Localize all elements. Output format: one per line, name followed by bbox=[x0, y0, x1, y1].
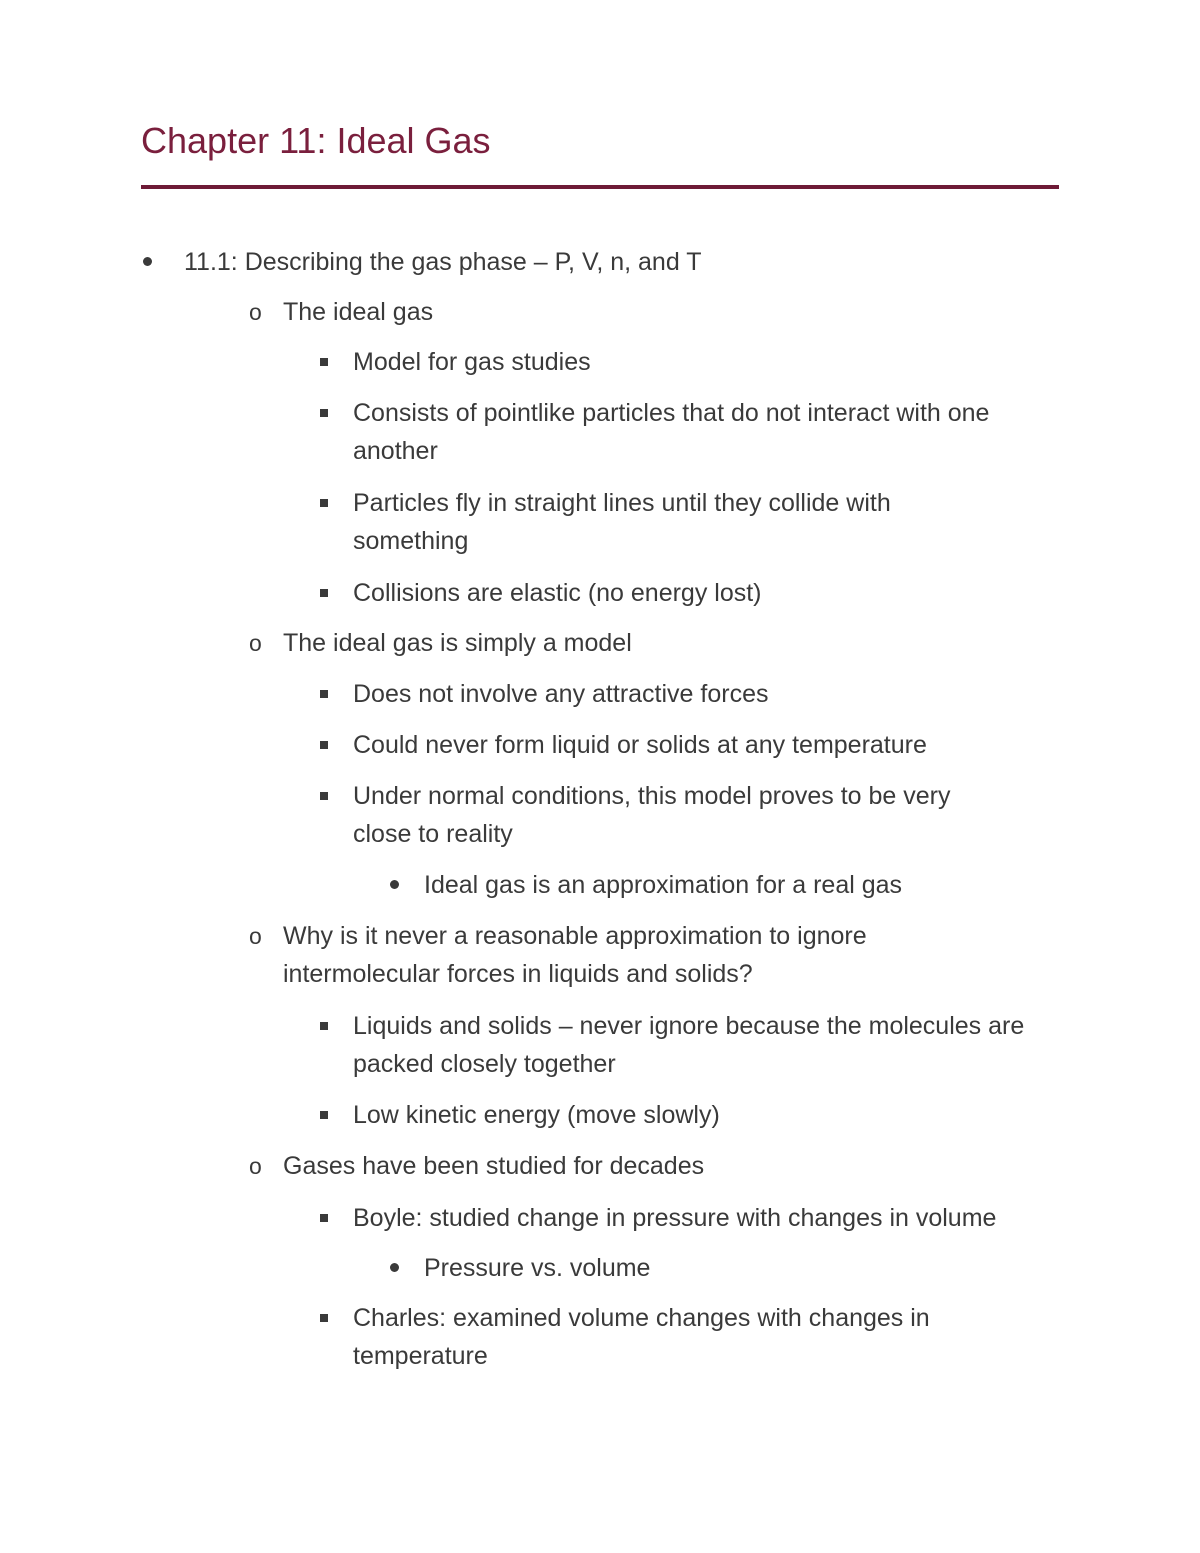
list-item-text: Under normal conditions, this model proves to be very close to reality bbox=[353, 782, 951, 848]
list-item-text: Gases have been studied for decades bbox=[283, 1152, 705, 1180]
square-bullet-icon bbox=[320, 358, 328, 366]
square-bullet-icon bbox=[320, 499, 328, 507]
list-item-text: Ideal gas is an approximation for a real gas bbox=[424, 871, 903, 899]
hollow-bullet-icon: o bbox=[249, 923, 262, 949]
list-item-text: Boyle: studied change in pressure with changes in volume bbox=[353, 1204, 997, 1232]
square-bullet-icon bbox=[320, 589, 328, 597]
square-bullet-icon bbox=[320, 1314, 328, 1322]
list-item-text: 11.1: Describing the gas phase – P, V, n, and T bbox=[184, 248, 702, 276]
list-item-text: Liquids and solids – never ignore because the molecules are packed closely together bbox=[353, 1012, 1025, 1078]
square-bullet-icon bbox=[320, 1214, 328, 1222]
hollow-bullet-icon: o bbox=[249, 299, 262, 325]
square-bullet-icon bbox=[320, 792, 328, 800]
page-title: Chapter 11: Ideal Gas bbox=[141, 120, 491, 161]
list-item-text: The ideal gas bbox=[283, 298, 434, 326]
list-item-text: Collisions are elastic (no energy lost) bbox=[353, 579, 762, 607]
title-divider bbox=[141, 185, 1059, 189]
square-bullet-icon bbox=[320, 1111, 328, 1119]
round-bullet-icon bbox=[143, 257, 152, 266]
hollow-bullet-icon: o bbox=[249, 1153, 262, 1179]
list-item-text: Low kinetic energy (move slowly) bbox=[353, 1101, 720, 1129]
list-item-text: Could never form liquid or solids at any temperature bbox=[353, 731, 927, 759]
hollow-bullet-icon: o bbox=[249, 630, 262, 656]
square-bullet-icon bbox=[320, 409, 328, 417]
list-item-text: Consists of pointlike particles that do not interact with one another bbox=[353, 399, 990, 465]
list-item-text: Why is it never a reasonable approximation to ignore intermolecular forces in liquids and solids? bbox=[283, 922, 867, 988]
list-item-text: Model for gas studies bbox=[353, 348, 591, 376]
square-bullet-icon bbox=[320, 1022, 328, 1030]
round-bullet-icon bbox=[390, 1263, 399, 1272]
square-bullet-icon bbox=[320, 741, 328, 749]
square-bullet-icon bbox=[320, 690, 328, 698]
list-item-text: Does not involve any attractive forces bbox=[353, 680, 769, 708]
list-item-text: Pressure vs. volume bbox=[424, 1254, 651, 1282]
round-bullet-icon bbox=[390, 880, 399, 889]
list-item-text: Charles: examined volume changes with changes in temperature bbox=[353, 1304, 930, 1370]
list-item-text: Particles fly in straight lines until they collide with something bbox=[353, 489, 891, 555]
list-item-text: The ideal gas is simply a model bbox=[283, 629, 632, 657]
